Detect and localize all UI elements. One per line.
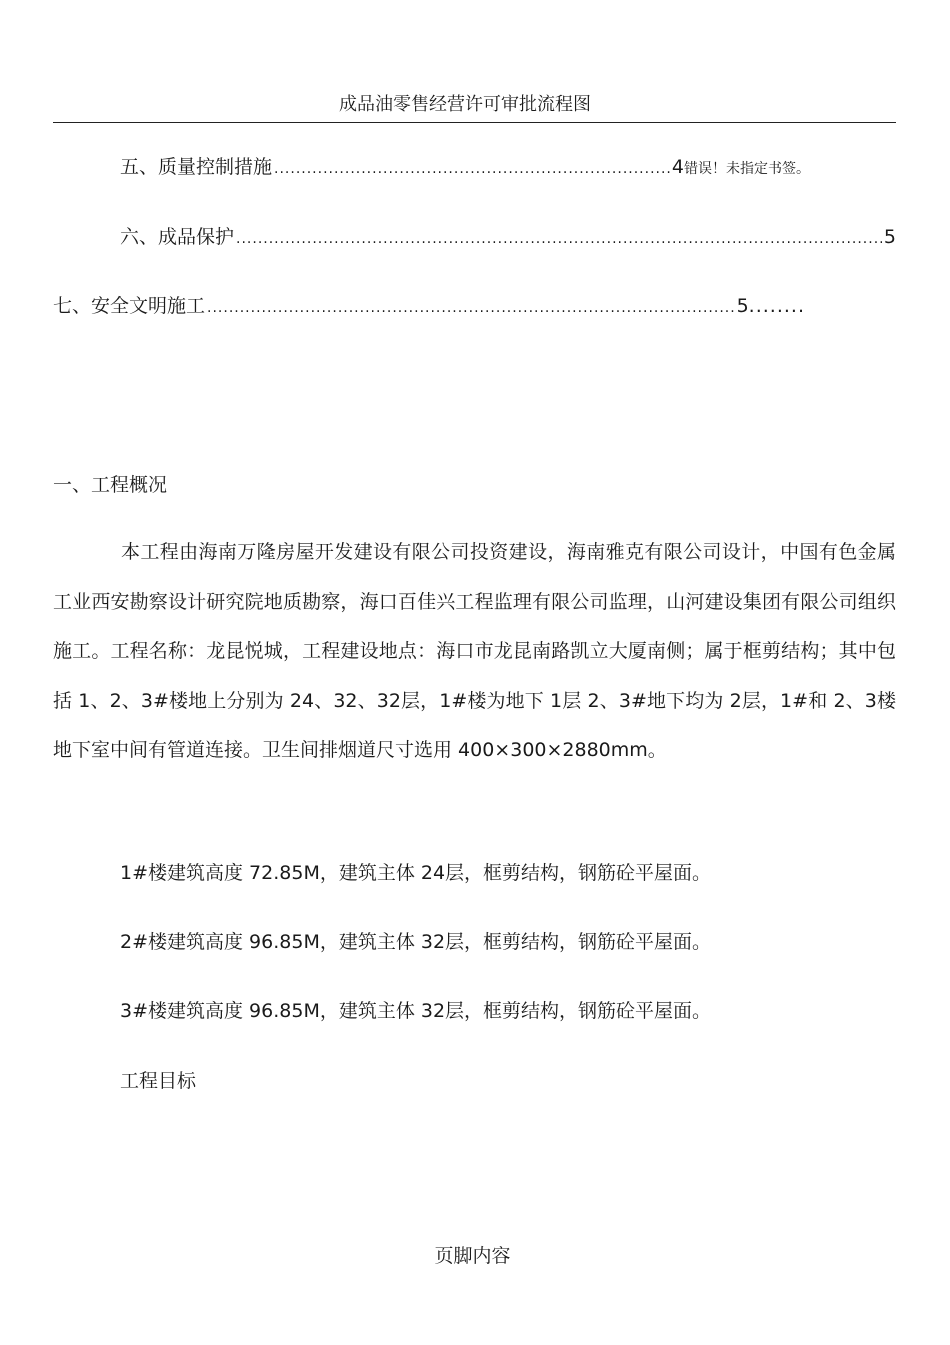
toc-entry-label: 五、质量控制措施 [120,156,273,178]
toc-trailing-dots: ........ [748,295,805,317]
toc-leader-dots [207,300,735,316]
toc-entry-page: 5 [736,295,749,317]
toc-entry-page: 4 [671,156,684,178]
page-header-title: 成品油零售经营许可审批流程图 [339,94,591,115]
page-footer: 页脚内容 [434,1245,511,1267]
section-heading: 一、工程概况 [53,474,168,496]
header-divider [53,122,896,123]
goal-heading: 工程目标 [120,1070,197,1092]
toc-leader-dots [274,161,670,177]
paragraph-text: 本工程由海南万隆房屋开发建设有限公司投资建设，海南雅克有限公司设计，中国有色金属工业西安勘察设计研究院地质勘察，海口百佳兴工程监理有限公司监理，山河建设集团有限公司组织施工。工程名称：龙昆悦城，工程建设地点：海口市龙昆南路凯立大厦南侧；属于框剪结构；其中包括 1、2、3#楼地上分别为 24、32、32层，1#楼为地下 1层 2、3#地下均为 2层，1#和 2、3楼地下室中间有管道连接。卫生间排烟道尺寸选用 400×300×2880mm。 [53,541,896,761]
toc-bookmark-error: 错误！未指定书签。 [684,161,810,177]
building-3-spec: 3#楼建筑高度 96.85M，建筑主体 32层，框剪结构，钢筋砼平屋面。 [120,1000,712,1022]
toc-entry-5[interactable] [120,152,810,179]
toc-entry-label: 六、成品保护 [120,226,235,248]
toc-entry-label: 七、安全文明施工 [53,295,206,317]
toc-entry-6[interactable] [120,222,896,249]
toc-leader-dots [236,231,882,247]
project-overview-paragraph [53,528,896,776]
toc-entry-7[interactable] [53,291,805,318]
building-1-spec: 1#楼建筑高度 72.85M，建筑主体 24层，框剪结构，钢筋砼平屋面。 [120,862,712,884]
toc-entry-page: 5 [883,226,896,248]
building-2-spec: 2#楼建筑高度 96.85M，建筑主体 32层，框剪结构，钢筋砼平屋面。 [120,931,712,953]
